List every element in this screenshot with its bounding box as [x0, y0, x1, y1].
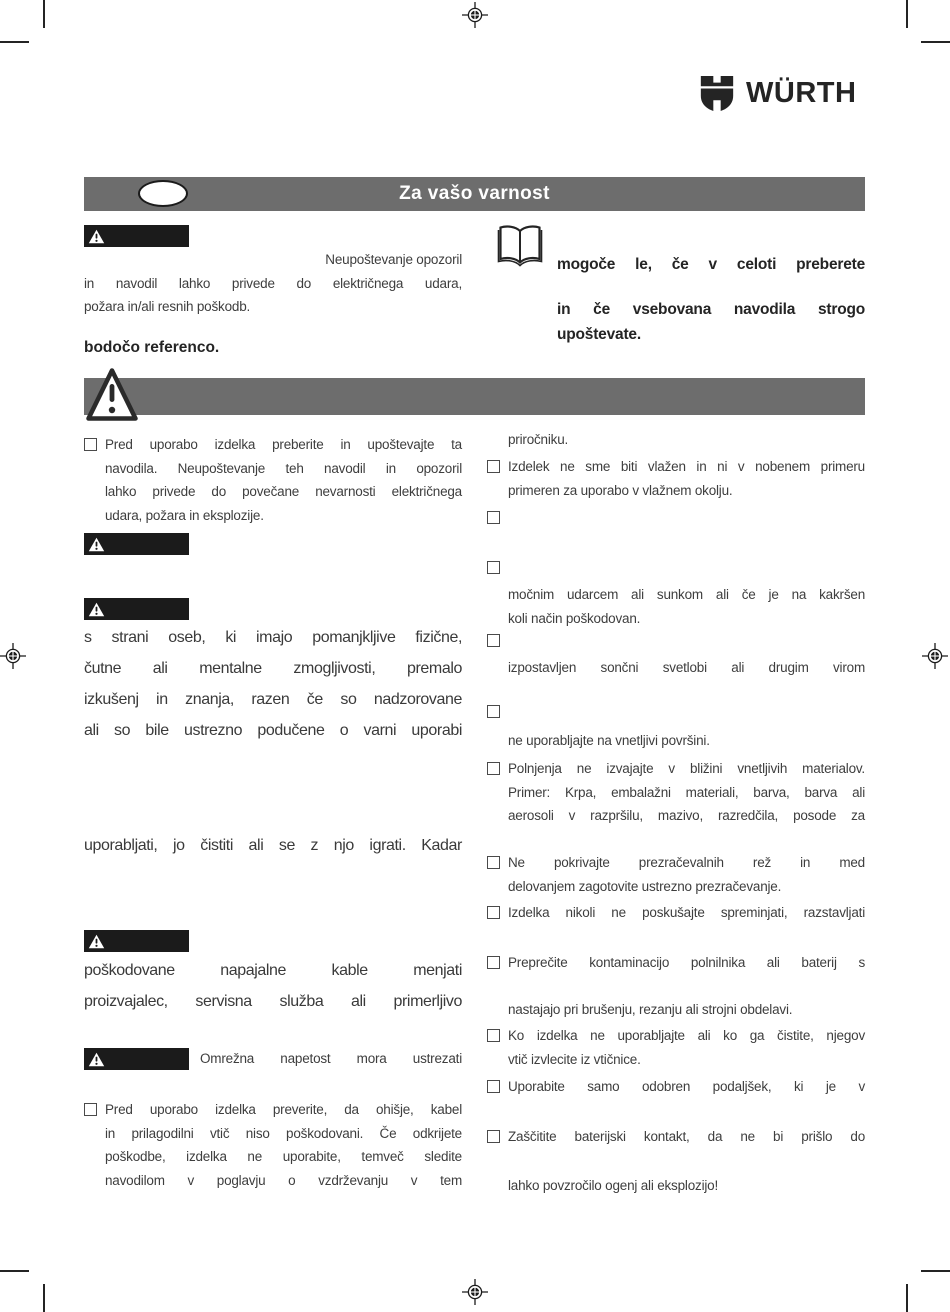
list-item-text [508, 455, 865, 502]
crop-mark-top-right-v [906, 0, 908, 28]
list-item [84, 433, 462, 527]
page-title: Za vašo varnost [399, 183, 550, 204]
text-line: poškodbe, izdelka ne uporabite, temveč sledite [105, 1149, 462, 1164]
registration-mark-right-icon [922, 643, 948, 669]
warning-label-bar-4 [84, 930, 189, 952]
text-line: delovanjem zagotovite ustrezno prezračevanje. [508, 878, 782, 894]
list-item [487, 455, 865, 502]
checkbox-icon [487, 1029, 500, 1042]
checkbox-icon [487, 634, 500, 647]
registration-mark-top-icon [462, 2, 488, 28]
checkbox-icon [487, 511, 500, 524]
warning-triangle-icon [88, 602, 105, 617]
checkbox-icon [487, 956, 500, 969]
safety-header-bar [84, 177, 865, 211]
text-line: lahko privede do povečane nevarnosti električnega [105, 484, 462, 499]
intro-right-line: upoštevate. [557, 326, 641, 343]
crop-mark-top-left-v [43, 0, 45, 28]
text-line: navodila. Neupoštevanje teh navodil in opozoril [105, 460, 462, 476]
text-line: Polnjenja ne izvajajte v bližini vnetljivih materialov. [508, 761, 865, 776]
list-item [487, 851, 865, 898]
oval-badge-icon [138, 180, 188, 207]
list-item [487, 1125, 865, 1149]
list-item-text: izpostavljen sončni svetlobi ali drugim virom [508, 660, 865, 675]
intro-right-paragraph [557, 252, 865, 347]
warning-triangle-icon [88, 934, 105, 949]
crop-mark-bottom-right-h [921, 1270, 950, 1272]
checkbox-icon [487, 460, 500, 473]
text-line: s strani oseb, ki imajo pomanjkljive fizične, [84, 629, 462, 646]
wurth-logo-text: WÜRTH [746, 77, 857, 109]
text-line: in prilagodilni vtič niso poškodovani. Če odkrijete [105, 1125, 462, 1141]
large-paragraph-2: uporabljati, jo čistiti ali se z njo igrati. Kadar [84, 837, 462, 854]
text-line: Izdelek ne sme biti vlažen in ni v nobenem primeru [508, 459, 865, 474]
list-item-text: Uporabite samo odobren podaljšek, ki je v [508, 1079, 865, 1094]
large-paragraph-1 [84, 622, 462, 746]
text-line: Pred uporabo izdelka preverite, da ohišje, kabel [105, 1102, 462, 1117]
list-item-text [508, 1024, 865, 1071]
wurth-logo-icon [700, 76, 734, 112]
text-line: ali so bile ustrezno podučene o varni uporabi [84, 722, 462, 739]
crop-mark-top-right-h [921, 41, 950, 43]
intro-left-line: Neupoštevanje opozoril [325, 252, 462, 267]
crop-mark-bottom-right-v [906, 1284, 908, 1312]
continuation-text: priročniku. [508, 432, 569, 447]
text-line: močnim udarcem ali sunkom ali če je na kakršen [508, 587, 865, 602]
warning-label-bar-5 [84, 1048, 189, 1070]
wurth-logo [700, 76, 856, 112]
warning-triangle-icon [88, 537, 105, 552]
checkbox-icon [84, 1103, 97, 1116]
mains-voltage-row [84, 1048, 462, 1071]
list-item-text: Izdelka nikoli ne poskušajte spreminjati, razstavljati [508, 905, 865, 920]
list-item [487, 1075, 865, 1099]
list-item [487, 1024, 865, 1071]
text-line: Pred uporabo izdelka preberite in upoštevajte ta [105, 437, 462, 452]
intro-left-note: bodočo referenco. [84, 339, 220, 356]
crop-mark-top-left-h [0, 41, 29, 43]
intro-left-line: požara in/ali resnih poškodb. [84, 299, 251, 314]
list-item [487, 757, 865, 828]
crop-mark-bottom-left-h [0, 1270, 29, 1272]
large-paragraph-3 [84, 955, 462, 1017]
checkbox-icon [487, 762, 500, 775]
caution-triangle-icon [85, 366, 139, 424]
intro-right-line: mogoče le, če v celoti preberete [557, 256, 865, 273]
text-line: navodilom v poglavju o vzdrževanju v tem [105, 1172, 462, 1188]
section-divider-bar [84, 378, 865, 415]
text-line: poškodovane napajalne kable menjati [84, 962, 462, 979]
intro-left-paragraph [84, 248, 462, 319]
text-line: vtič izvlecite iz vtičnice. [508, 1051, 641, 1067]
text-line: udara, požara in eksplozije. [105, 507, 264, 523]
list-item-text: Preprečite kontaminacijo polnilnika ali baterij s [508, 955, 865, 970]
warning-label-bar-3 [84, 598, 189, 620]
text-line: izkušenj in znanja, razen če so nadzorovane [84, 691, 462, 708]
registration-mark-bottom-icon [462, 1279, 488, 1305]
text-line: koli način poškodovan. [508, 610, 641, 626]
intro-left-line: in navodil lahko privede do električnega udara, [84, 275, 462, 291]
text-line: Primer: Krpa, embalažni materiali, barva, barva ali [508, 784, 865, 800]
text-line: aerosoli v razpršilu, mazivo, razredčila, posode za [508, 808, 865, 823]
list-item-text [508, 583, 865, 630]
open-book-icon [497, 224, 543, 268]
checkbox-icon [487, 906, 500, 919]
continuation-text: nastajajo pri brušenju, rezanju ali strojni obdelavi. [508, 1002, 793, 1017]
checkbox-icon [487, 856, 500, 869]
list-item [84, 1098, 462, 1192]
intro-right-line: in če vsebovana navodila strogo [557, 301, 865, 318]
registration-mark-left-icon [0, 643, 26, 669]
warning-triangle-icon [88, 229, 105, 244]
text-line: primeren za uporabo v vlažnem okolju. [508, 482, 733, 498]
list-item-text [508, 851, 865, 898]
text-line: Ko izdelka ne uporabljajte ali ko ga čistite, njegov [508, 1028, 865, 1043]
continuation-text: lahko povzročilo ogenj ali eksplozijo! [508, 1178, 719, 1193]
checkbox-icon [487, 1130, 500, 1143]
checkbox-icon [487, 561, 500, 574]
list-item-text: Zaščitite baterijski kontakt, da ne bi prišlo do [508, 1129, 865, 1144]
checkbox-icon [84, 438, 97, 451]
crop-mark-bottom-left-v [43, 1284, 45, 1312]
warning-label-bar-1 [84, 225, 189, 247]
list-item-text [105, 433, 462, 527]
list-item [487, 951, 865, 975]
list-item [487, 901, 865, 925]
mains-voltage-text: Omrežna napetost mora ustrezati [200, 1051, 462, 1066]
text-line: proizvajalec, servisna služba ali primerljivo [84, 993, 462, 1010]
text-line: čutne ali mentalne zmogljivosti, premalo [84, 660, 462, 677]
warning-label-bar-2 [84, 533, 189, 555]
warning-triangle-icon [88, 1052, 105, 1067]
checkbox-icon [487, 1080, 500, 1093]
list-item-text: ne uporabljajte na vnetljivi površini. [508, 733, 710, 748]
list-item-text [508, 757, 865, 828]
text-line: Ne pokrivajte prezračevalnih rež in med [508, 855, 865, 870]
list-item-text [105, 1098, 462, 1192]
checkbox-icon [487, 705, 500, 718]
intro-right-body [557, 297, 865, 347]
